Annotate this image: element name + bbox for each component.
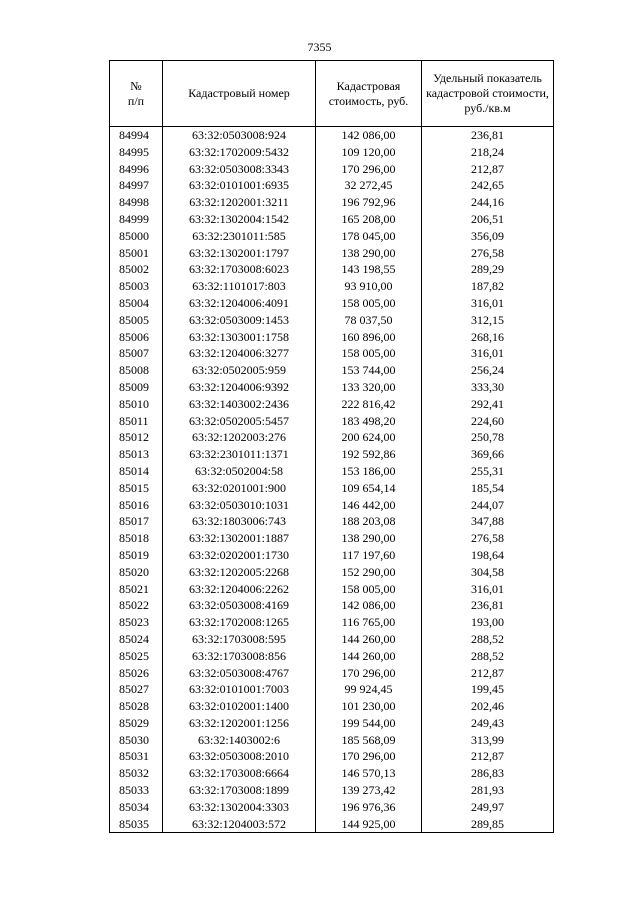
table-row [110,799,554,816]
cadastral-value-cell: 170 296,00 [316,665,422,682]
cadastral-number-cell: 63:32:0503008:4767 [163,665,316,682]
table-row [110,127,554,144]
cadastral-number-cell: 63:32:1202005:2268 [163,564,316,581]
specific-value-cell: 250,78 [422,429,554,446]
cadastral-value-cell: 144 260,00 [316,648,422,665]
cadastral-number-cell: 63:32:1302001:1797 [163,245,316,262]
header-row [110,61,554,127]
cadastral-number-cell: 63:32:0502005:5457 [163,413,316,430]
table-row [110,211,554,228]
cadastral-number-cell: 63:32:0202001:1730 [163,547,316,564]
cadastral-number-cell: 63:32:1302001:1887 [163,530,316,547]
table-row [110,631,554,648]
cadastral-number-cell: 63:32:0502004:58 [163,463,316,480]
table-row [110,446,554,463]
row-number-cell: 85007 [110,345,163,362]
table-row [110,480,554,497]
row-number-cell: 85014 [110,463,163,480]
specific-value-cell: 316,01 [422,345,554,362]
table-row [110,177,554,194]
table-row [110,732,554,749]
table-row [110,748,554,765]
cadastral-value-cell: 196 792,96 [316,194,422,211]
cadastral-value-cell: 158 005,00 [316,345,422,362]
cadastral-number-cell: 63:32:1202001:3211 [163,194,316,211]
cadastral-number-cell: 63:32:0503008:2010 [163,748,316,765]
cadastral-number-cell: 63:32:1303001:1758 [163,329,316,346]
cadastral-value-cell: 146 442,00 [316,497,422,514]
table-row [110,144,554,161]
specific-value-cell: 288,52 [422,631,554,648]
specific-value-cell: 244,07 [422,497,554,514]
cadastral-value-cell: 144 260,00 [316,631,422,648]
cadastral-number-cell: 63:32:1703008:6664 [163,765,316,782]
row-number-cell: 85015 [110,480,163,497]
cadastral-value-cell: 142 086,00 [316,127,422,144]
cadastral-number-cell: 63:32:0502005:959 [163,362,316,379]
specific-value-cell: 333,30 [422,379,554,396]
cadastral-number-cell: 63:32:1302004:1542 [163,211,316,228]
cadastral-value-cell: 101 230,00 [316,698,422,715]
cadastral-value-cell: 183 498,20 [316,413,422,430]
specific-value-cell: 276,58 [422,530,554,547]
cadastral-value-cell: 199 544,00 [316,715,422,732]
cadastral-value-cell: 93 910,00 [316,278,422,295]
cadastral-number-cell: 63:32:1702009:5432 [163,144,316,161]
specific-value-cell: 356,09 [422,228,554,245]
specific-value-cell: 316,01 [422,295,554,312]
row-number-cell: 85021 [110,581,163,598]
table-row [110,413,554,430]
table-row [110,581,554,598]
row-number-cell: 85001 [110,245,163,262]
cadastral-value-cell: 117 197,60 [316,547,422,564]
cadastral-number-cell: 63:32:1204006:3277 [163,345,316,362]
specific-value-cell: 289,29 [422,261,554,278]
cadastral-value-cell: 158 005,00 [316,295,422,312]
cadastral-number-cell: 63:32:1204006:2262 [163,581,316,598]
specific-value-cell: 198,64 [422,547,554,564]
cadastral-number-cell: 63:32:1702008:1265 [163,614,316,631]
cadastral-number-cell: 63:32:0503009:1453 [163,312,316,329]
row-number-cell: 85032 [110,765,163,782]
table-row [110,245,554,262]
cadastral-value-cell: 78 037,50 [316,312,422,329]
cadastral-value-cell: 192 592,86 [316,446,422,463]
specific-value-cell: 242,65 [422,177,554,194]
cadastral-value-cell: 109 654,14 [316,480,422,497]
cadastral-value-cell: 200 624,00 [316,429,422,446]
row-number-cell: 84999 [110,211,163,228]
specific-value-cell: 292,41 [422,396,554,413]
header-cadastral-value [316,61,422,127]
cadastral-number-cell: 63:32:1101017:803 [163,278,316,295]
row-number-cell: 85012 [110,429,163,446]
row-number-cell: 85028 [110,698,163,715]
row-number-cell: 85002 [110,261,163,278]
table-row [110,362,554,379]
table-row [110,312,554,329]
cadastral-number-cell: 63:32:1703008:595 [163,631,316,648]
cadastral-number-cell: 63:32:0101001:6935 [163,177,316,194]
cadastral-value-cell: 222 816,42 [316,396,422,413]
cadastral-number-cell: 63:32:1803006:743 [163,513,316,530]
cadastral-number-cell: 63:32:2301011:585 [163,228,316,245]
cadastral-value-cell: 178 045,00 [316,228,422,245]
cadastral-value-cell: 146 570,13 [316,765,422,782]
specific-value-cell: 202,46 [422,698,554,715]
row-number-cell: 85019 [110,547,163,564]
table-row [110,463,554,480]
cadastral-value-cell: 138 290,00 [316,245,422,262]
cadastral-value-cell: 152 290,00 [316,564,422,581]
cadastral-number-cell: 63:32:1202001:1256 [163,715,316,732]
cadastral-value-cell: 144 925,00 [316,816,422,833]
row-number-cell: 85024 [110,631,163,648]
specific-value-cell: 212,87 [422,748,554,765]
specific-value-cell: 212,87 [422,161,554,178]
row-number-cell: 85034 [110,799,163,816]
specific-value-cell: 185,54 [422,480,554,497]
row-number-cell: 85022 [110,597,163,614]
row-number-cell: 85010 [110,396,163,413]
cadastral-value-cell: 133 320,00 [316,379,422,396]
cadastral-value-table [109,60,554,833]
table-row [110,194,554,211]
table-row [110,665,554,682]
row-number-cell: 85013 [110,446,163,463]
cadastral-number-cell: 63:32:0201001:900 [163,480,316,497]
cadastral-value-cell: 170 296,00 [316,161,422,178]
cadastral-value-cell: 116 765,00 [316,614,422,631]
table-row [110,564,554,581]
cadastral-number-cell: 63:32:0503008:4169 [163,597,316,614]
cadastral-value-cell: 32 272,45 [316,177,422,194]
table-row [110,396,554,413]
row-number-cell: 85008 [110,362,163,379]
specific-value-cell: 218,24 [422,144,554,161]
specific-value-cell: 304,58 [422,564,554,581]
cadastral-value-cell: 196 976,36 [316,799,422,816]
specific-value-cell: 256,24 [422,362,554,379]
cadastral-number-cell: 63:32:1204003:572 [163,816,316,833]
table-row [110,547,554,564]
cadastral-value-cell: 138 290,00 [316,530,422,547]
specific-value-cell: 316,01 [422,581,554,598]
cadastral-number-cell: 63:32:0102001:1400 [163,698,316,715]
header-specific-value [422,61,554,127]
table-row [110,329,554,346]
cadastral-number-cell: 63:32:1403002:2436 [163,396,316,413]
table-row [110,614,554,631]
specific-value-cell: 268,16 [422,329,554,346]
specific-value-cell: 236,81 [422,597,554,614]
specific-value-cell: 312,15 [422,312,554,329]
table-row [110,530,554,547]
cadastral-number-cell: 63:32:1703008:6023 [163,261,316,278]
row-number-cell: 85030 [110,732,163,749]
row-number-cell: 85018 [110,530,163,547]
row-number-cell: 85005 [110,312,163,329]
table-row [110,497,554,514]
specific-value-cell: 236,81 [422,127,554,144]
table-row [110,429,554,446]
specific-value-cell: 224,60 [422,413,554,430]
cadastral-value-cell: 99 924,45 [316,681,422,698]
specific-value-cell: 347,88 [422,513,554,530]
table-row [110,261,554,278]
cadastral-number-cell: 63:32:1703008:1899 [163,782,316,799]
row-number-cell: 85035 [110,816,163,833]
cadastral-number-cell: 63:32:1403002:6 [163,732,316,749]
cadastral-value-cell: 109 120,00 [316,144,422,161]
specific-value-cell: 249,43 [422,715,554,732]
cadastral-number-cell: 63:32:1302004:3303 [163,799,316,816]
row-number-cell: 85003 [110,278,163,295]
table-header [110,61,554,127]
header-cadastral-number [163,61,316,127]
row-number-cell: 84997 [110,177,163,194]
row-number-cell: 85033 [110,782,163,799]
cadastral-value-cell: 139 273,42 [316,782,422,799]
header-specific-value-text: Удельный показатель кадастровой стоимости, руб./кв.м [426,71,549,115]
table-row [110,161,554,178]
cadastral-number-cell: 63:32:0503010:1031 [163,497,316,514]
cadastral-value-cell: 142 086,00 [316,597,422,614]
cadastral-number-cell: 63:32:0503008:924 [163,127,316,144]
specific-value-cell: 288,52 [422,648,554,665]
row-number-cell: 85006 [110,329,163,346]
specific-value-cell: 212,87 [422,665,554,682]
table-row [110,648,554,665]
specific-value-cell: 289,85 [422,816,554,833]
row-number-cell: 85004 [110,295,163,312]
cadastral-number-cell: 63:32:0503008:3343 [163,161,316,178]
cadastral-value-cell: 170 296,00 [316,748,422,765]
specific-value-cell: 281,93 [422,782,554,799]
table-row [110,513,554,530]
table-row [110,345,554,362]
row-number-cell: 85025 [110,648,163,665]
specific-value-cell: 199,45 [422,681,554,698]
table-row [110,698,554,715]
row-number-cell: 85029 [110,715,163,732]
specific-value-cell: 249,97 [422,799,554,816]
cadastral-number-cell: 63:32:1703008:856 [163,648,316,665]
cadastral-value-cell: 188 203,08 [316,513,422,530]
row-number-cell: 85027 [110,681,163,698]
table-row [110,228,554,245]
specific-value-cell: 255,31 [422,463,554,480]
header-cadastral-value-text: Кадастровая стоимость, руб. [328,78,409,108]
row-number-cell: 85031 [110,748,163,765]
cadastral-value-cell: 185 568,09 [316,732,422,749]
cadastral-value-cell: 153 744,00 [316,362,422,379]
cadastral-value-cell: 160 896,00 [316,329,422,346]
row-number-cell: 85023 [110,614,163,631]
cadastral-number-cell: 63:32:1204006:9392 [163,379,316,396]
page-number: 7355 [307,40,332,54]
cadastral-value-cell: 158 005,00 [316,581,422,598]
specific-value-cell: 276,58 [422,245,554,262]
row-number-cell: 85017 [110,513,163,530]
table-row [110,782,554,799]
specific-value-cell: 187,82 [422,278,554,295]
row-number-cell: 85020 [110,564,163,581]
row-number-cell: 85000 [110,228,163,245]
specific-value-cell: 313,99 [422,732,554,749]
cadastral-number-cell: 63:32:1202003:276 [163,429,316,446]
row-number-cell: 84995 [110,144,163,161]
specific-value-cell: 286,83 [422,765,554,782]
table-row [110,765,554,782]
table-row [110,379,554,396]
table-row [110,278,554,295]
row-number-cell: 84994 [110,127,163,144]
table-row [110,715,554,732]
cadastral-value-cell: 153 186,00 [316,463,422,480]
header-cadastral-number-text: Кадастровый номер [188,86,290,100]
row-number-cell: 85016 [110,497,163,514]
specific-value-cell: 206,51 [422,211,554,228]
row-number-cell: 85009 [110,379,163,396]
row-number-cell: 84996 [110,161,163,178]
header-row-number [110,61,163,127]
specific-value-cell: 369,66 [422,446,554,463]
cadastral-number-cell: 63:32:1204006:4091 [163,295,316,312]
cadastral-value-cell: 165 208,00 [316,211,422,228]
table-row [110,295,554,312]
cadastral-number-cell: 63:32:2301011:1371 [163,446,316,463]
row-number-cell: 85026 [110,665,163,682]
table-row [110,681,554,698]
table-row [110,597,554,614]
table-row [110,816,554,833]
specific-value-cell: 193,00 [422,614,554,631]
cadastral-number-cell: 63:32:0101001:7003 [163,681,316,698]
table-body [110,127,554,833]
header-row-number-text: № п/п [127,78,145,108]
cadastral-value-cell: 143 198,55 [316,261,422,278]
row-number-cell: 85011 [110,413,163,430]
specific-value-cell: 244,16 [422,194,554,211]
row-number-cell: 84998 [110,194,163,211]
